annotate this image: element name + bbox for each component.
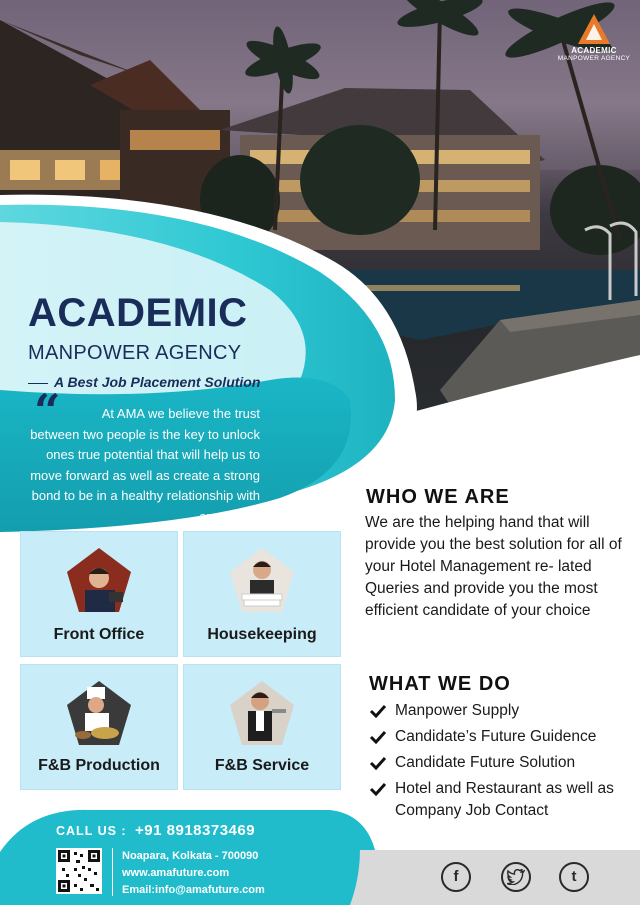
list-item-text: Candidate Future Solution <box>395 754 576 771</box>
logo-subtitle: MANPOWER AGENCY <box>557 55 631 62</box>
qr-code-icon <box>56 848 102 894</box>
twitter-icon[interactable] <box>501 862 531 892</box>
phone-number[interactable]: +91 8918373469 <box>135 822 256 839</box>
quote-mark-icon: “ <box>34 384 61 438</box>
service-card-fb-production <box>20 664 178 790</box>
list-item-text: Manpower Supply <box>395 702 520 719</box>
service-card-fb-service <box>183 664 341 790</box>
check-icon <box>369 704 387 718</box>
mission-quote: At AMA we believe the trust between two people is the key to unlock ones true potential that will help us to move forward as well as create a strong bond to be in a healthy relationship with open mind <box>30 406 260 524</box>
address: Noapara, Kolkata - 700090 <box>122 850 259 862</box>
list-item <box>369 700 635 722</box>
who-we-are-text: We are the helping hand that will provide you the best solution for all of your Hotel Management re- lated Queries and provide you the most efficient candidate of your choice <box>365 514 622 619</box>
list-item-text: Candidate’s Future Guidence <box>395 728 597 745</box>
brand-subtitle: MANPOWER AGENCY <box>28 342 242 364</box>
tagline-text: A Best Job Placement Solution <box>54 374 261 390</box>
brand-title: ACADEMIC <box>28 291 248 335</box>
call-label: CALL US : <box>56 824 127 838</box>
front-office-photo-icon <box>65 546 133 614</box>
footer-divider <box>112 848 113 896</box>
tumblr-icon[interactable] <box>559 862 589 892</box>
what-we-do-heading: WHAT WE DO <box>369 673 511 695</box>
service-card-front-office <box>20 531 178 657</box>
list-item <box>369 726 635 748</box>
waiter-photo-icon <box>228 679 296 747</box>
facebook-icon[interactable] <box>441 862 471 892</box>
check-icon <box>369 730 387 744</box>
website-link[interactable]: www.amafuture.com <box>122 867 230 879</box>
check-icon <box>369 782 387 796</box>
twitter-bird-icon <box>507 869 525 885</box>
call-us <box>56 822 255 840</box>
list-item-text: Hotel and Restaurant as well as Company Job Contact <box>395 780 614 819</box>
who-we-are-heading: WHO WE ARE <box>366 486 510 508</box>
facebook-glyph: f <box>453 868 459 885</box>
tagline <box>28 374 260 390</box>
service-label: F&B Production <box>38 757 160 774</box>
contact-details <box>122 848 265 899</box>
housekeeping-photo-icon <box>228 546 296 614</box>
list-item <box>369 752 635 774</box>
logo-title: ACADEMIC <box>571 46 617 55</box>
email-link[interactable]: Email:info@amafuture.com <box>122 884 265 896</box>
check-icon <box>369 756 387 770</box>
service-label: Front Office <box>53 626 145 643</box>
tumblr-glyph: t <box>571 868 577 885</box>
service-label: F&B Service <box>214 757 310 774</box>
service-label: Housekeeping <box>207 626 317 643</box>
chef-photo-icon <box>65 679 133 747</box>
service-card-housekeeping <box>183 531 341 657</box>
